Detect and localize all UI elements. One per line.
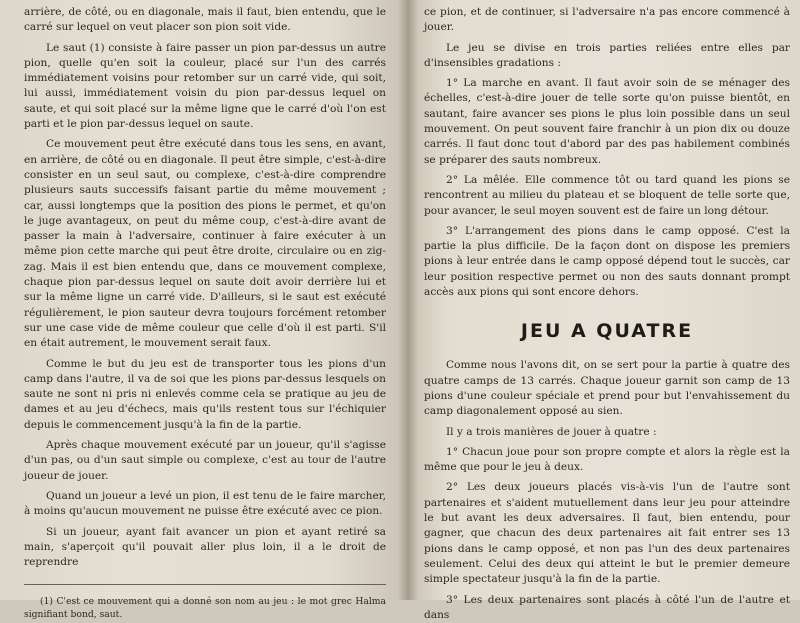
left-paragraph: Ce mouvement peut être exécuté dans tous les sens, en avant, en arrière, de côté ou en diagonale. Il peut être simple, c'est-à-dire consister en un seul saut, ou complexe, c'est-à-dire comprendre plusieurs sauts successifs faisant partie du même mouvement ; car, aussi longtemps que la position des pions le permet, et qu'on le juge avantageux, on peut du même coup, c'est-à-dire avant de passer la main à l'adversaire, continuer à faire exécuter à un même pion cette marche qui peut être droite, circulaire ou en zig-zag. Mais il est bien entendu que, dans ce mouvement complexe, chaque pion par-dessus lequel on saute doit avoir derrière lui et sur la même ligne un carré vide. D'ailleurs, si le saut est exécuté régulièrement, le pion sauteur devra toujours forcément retomber sur une case vide de même couleur que celle d'où il est parti. S'il en était autrement, le mouvement serait faux. <box>24 137 386 351</box>
left-paragraph: Après chaque mouvement exécuté par un joueur, qu'il s'agisse d'un pas, ou d'un saut simple ou complexe, c'est au tour de l'autre joueur de jouer. <box>24 438 386 484</box>
right-paragraph: Il y a trois manières de jouer à quatre : <box>424 425 790 440</box>
left-paragraph: Le saut (1) consiste à faire passer un pion par-dessus un autre pion, quelle qu'en soit la couleur, placé sur l'un des carrés immédiatement voisins pour retomber sur un carré vide, qui soit, lui aussi, immédiatement voisin du pion par-dessus lequel on saute, et qui soit placé sur la même ligne que le carré d'où l'on est parti et le pion par-dessus lequel on saute. <box>24 41 386 133</box>
left-paragraph: arrière, de côté, ou en diagonale, mais il faut, bien entendu, que le carré sur lequel on veut placer son pion soit vide. <box>24 5 386 36</box>
right-paragraph: 1° La marche en avant. Il faut avoir soin de se ménager des échelles, c'est-à-dire jouer de telle sorte qu'on puisse bientôt, en sautant, faire avancer ses pions le plus loin possible dans un seul mouvement. On peut souvent faire franchir à un pion dix ou douze carrés. Il faut donc tout d'abord par des pas habilement combinés se préparer des sauts nombreux. <box>424 76 790 168</box>
left-paragraph: Comme le but du jeu est de transporter tous les pions d'un camp dans l'autre, il va de soi que les pions par-dessus lesquels on saute ne sont ni pris ni enlevés comme cela se pratique au jeu de dames et au jeu d'échecs, mais qu'ils restent tous sur l'échiquier depuis le commencement jusqu'à la fin de la partie. <box>24 357 386 433</box>
right-paragraph: 2° Les deux joueurs placés vis-à-vis l'un de l'autre sont partenaires et s'aident mutuellement dans leur jeu pour atteindre le but avant les deux adversaires. Il faut, bien entendu, pour gagner, que chacun des deux partenaires ait fait entrer ses 13 pions dans le camp opposé, et non pas l'un des deux partenaires seulement. Celui des deux qui atteint le but le premier demeure simple spectateur jusqu'à la fin de la partie. <box>424 480 790 587</box>
right-paragraph: 1° Chacun joue pour son propre compte et alors la règle est la même que pour le jeu à deux. <box>424 445 790 476</box>
footnote: (1) C'est ce mouvement qui a donné son nom au jeu : le mot grec Halma signifiant bond, saut. <box>24 595 386 621</box>
left-paragraph: Si un joueur, ayant fait avancer un pion et ayant retiré sa main, s'aperçoit qu'il pouvait aller plus loin, il a le droit de reprendre <box>24 525 386 571</box>
right-paragraph: 3° Les deux partenaires sont placés à côté l'un de l'autre et dans <box>424 593 790 623</box>
right-paragraph: Le jeu se divise en trois parties reliées entre elles par d'insensibles gradations : <box>424 41 790 72</box>
section-title: JEU A QUATRE <box>424 320 790 342</box>
left-paragraph: Quand un joueur a levé un pion, il est tenu de le faire marcher, à moins qu'aucun mouvement ne puisse être exécuté avec ce pion. <box>24 489 386 520</box>
right-paragraph: ce pion, et de continuer, si l'adversaire n'a pas encore commencé à jouer. <box>424 5 790 36</box>
footnote-divider <box>24 584 386 585</box>
right-paragraph: 3° L'arrangement des pions dans le camp opposé. C'est la partie la plus difficile. De la façon dont on dispose les premiers pions à leur entrée dans le camp opposé dépend tout le succès, car leur position respective permet ou non des sauts donnant prompt accès aux pions qui sont encore dehors. <box>424 224 790 300</box>
left-page <box>0 0 408 600</box>
right-paragraph: Comme nous l'avons dit, on se sert pour la partie à quatre des quatre camps de 13 carrés. Chaque joueur garnit son camp de 13 pions d'une couleur spéciale et prend pour but l'envahissement du camp diagonalement opposé au sien. <box>424 358 790 419</box>
right-paragraph: 2° La mêlée. Elle commence tôt ou tard quand les pions se rencontrent au milieu du plateau et se bloquent de telle sorte que, pour avancer, le seul moyen souvent est de faire un long détour. <box>424 173 790 219</box>
book-gutter-shadow <box>398 0 418 600</box>
right-page <box>408 0 800 600</box>
